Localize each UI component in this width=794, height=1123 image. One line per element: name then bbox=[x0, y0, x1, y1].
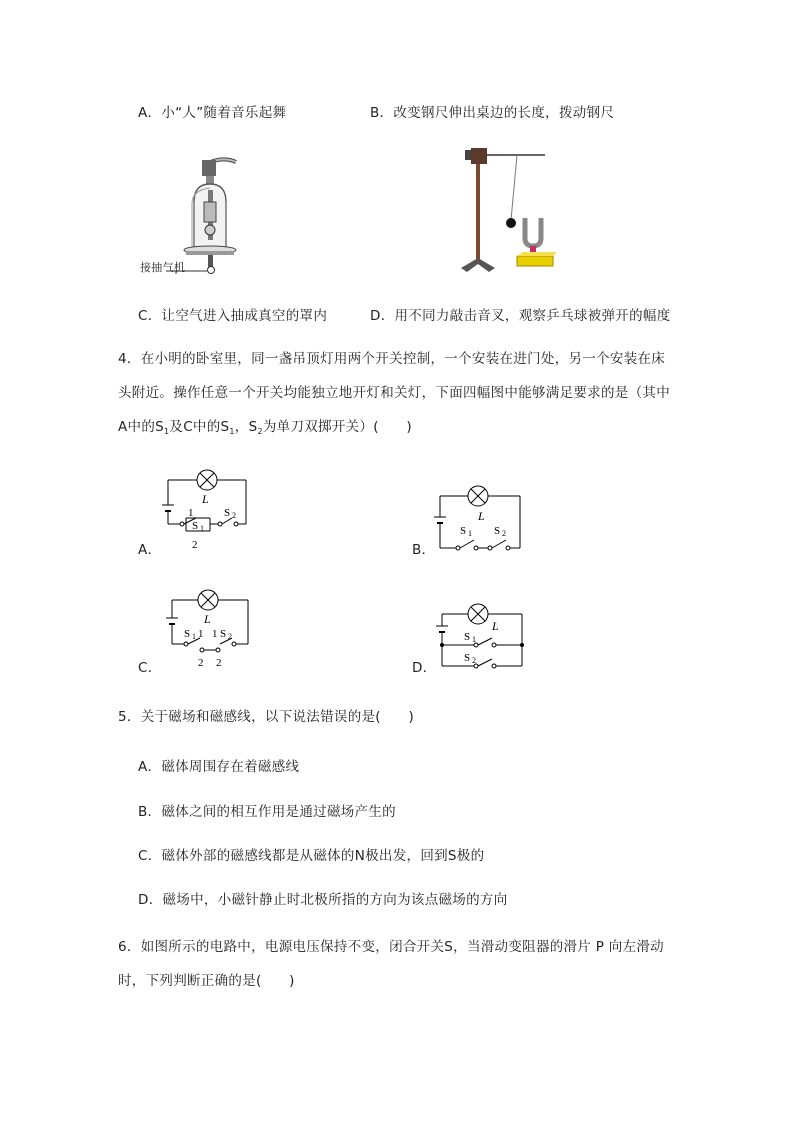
svg-text:S: S bbox=[464, 631, 471, 643]
svg-text:1: 1 bbox=[468, 529, 472, 538]
circuit-b bbox=[430, 484, 525, 554]
svg-text:1: 1 bbox=[472, 635, 476, 644]
svg-text:S: S bbox=[460, 525, 467, 537]
q5-option-b: B．磁体之间的相互作用是通过磁场产生的 bbox=[138, 804, 396, 820]
lamp-label: L bbox=[202, 492, 209, 506]
q4-option-c: C． bbox=[138, 660, 162, 676]
svg-text:S: S bbox=[192, 520, 199, 532]
circuit-a bbox=[160, 468, 255, 558]
svg-text:S: S bbox=[184, 628, 191, 640]
svg-text:2: 2 bbox=[192, 539, 198, 551]
q4-stem-line2: 头附近。操作任意一个开关均能独立地开灯和关灯，下面四幅图中能够满足要求的是（其中 bbox=[118, 385, 670, 401]
q3-option-b: B．改变钢尺伸出桌边的长度，拨动钢尺 bbox=[370, 105, 615, 121]
q6-stem-line2: 时，下列判断正确的是( ) bbox=[118, 973, 295, 989]
svg-text:1: 1 bbox=[192, 632, 196, 641]
svg-text:2: 2 bbox=[216, 657, 222, 669]
svg-text:S: S bbox=[464, 652, 471, 664]
svg-text:1: 1 bbox=[198, 628, 204, 640]
q3-option-a: A．小“人”随着音乐起舞 bbox=[138, 105, 287, 121]
q4-stem-line1: 4．在小明的卧室里，同一盏吊顶灯用两个开关控制，一个安装在进门处，另一个安装在床 bbox=[118, 351, 666, 367]
svg-text:L: L bbox=[492, 619, 499, 633]
svg-text:S: S bbox=[220, 628, 227, 640]
circuit-d bbox=[430, 600, 530, 670]
q5-option-d: D．磁场中，小磁针静止时北极所指的方向为该点磁场的方向 bbox=[138, 892, 508, 908]
svg-text:2: 2 bbox=[502, 529, 506, 538]
svg-text:2: 2 bbox=[232, 511, 236, 520]
q4-option-d: D． bbox=[412, 660, 437, 676]
pump-label: 接抽气机 bbox=[140, 261, 186, 274]
q4-option-b: B． bbox=[412, 542, 436, 558]
q6-stem-line1: 6．如图所示的电路中，电源电压保持不变，闭合开关S，当滑动变阻器的滑片 P 向左滑动 bbox=[118, 939, 664, 955]
q4-option-a: A． bbox=[138, 542, 162, 558]
svg-text:L: L bbox=[478, 509, 485, 523]
q4-stem-line3: A中的$S_1$及C中的$S_1$，$S_2$为单刀双掷开关）( ) bbox=[118, 419, 412, 436]
q5-stem: 5．关于磁场和磁感线，以下说法错误的是( ) bbox=[118, 709, 415, 725]
svg-text:S: S bbox=[494, 525, 501, 537]
svg-text:1: 1 bbox=[188, 507, 194, 519]
q3-option-d: D．用不同力敲击音叉，观察乒乓球被弹开的幅度 bbox=[370, 308, 671, 324]
svg-text:2: 2 bbox=[472, 656, 476, 665]
q5-option-c: C．磁体外部的磁感线都是从磁体的N极出发，回到S极的 bbox=[138, 848, 485, 864]
circuit-c bbox=[160, 586, 255, 670]
q5-option-a: A．磁体周围存在着磁感线 bbox=[138, 759, 300, 775]
svg-text:2: 2 bbox=[228, 632, 232, 641]
svg-text:L: L bbox=[204, 612, 211, 626]
svg-text:S: S bbox=[224, 507, 231, 519]
svg-text:1: 1 bbox=[212, 628, 218, 640]
tuning-fork-figure bbox=[455, 140, 565, 280]
svg-text:1: 1 bbox=[200, 524, 204, 533]
q3-option-c: C．让空气进入抽成真空的罩内 bbox=[138, 308, 328, 324]
svg-text:2: 2 bbox=[198, 657, 204, 669]
